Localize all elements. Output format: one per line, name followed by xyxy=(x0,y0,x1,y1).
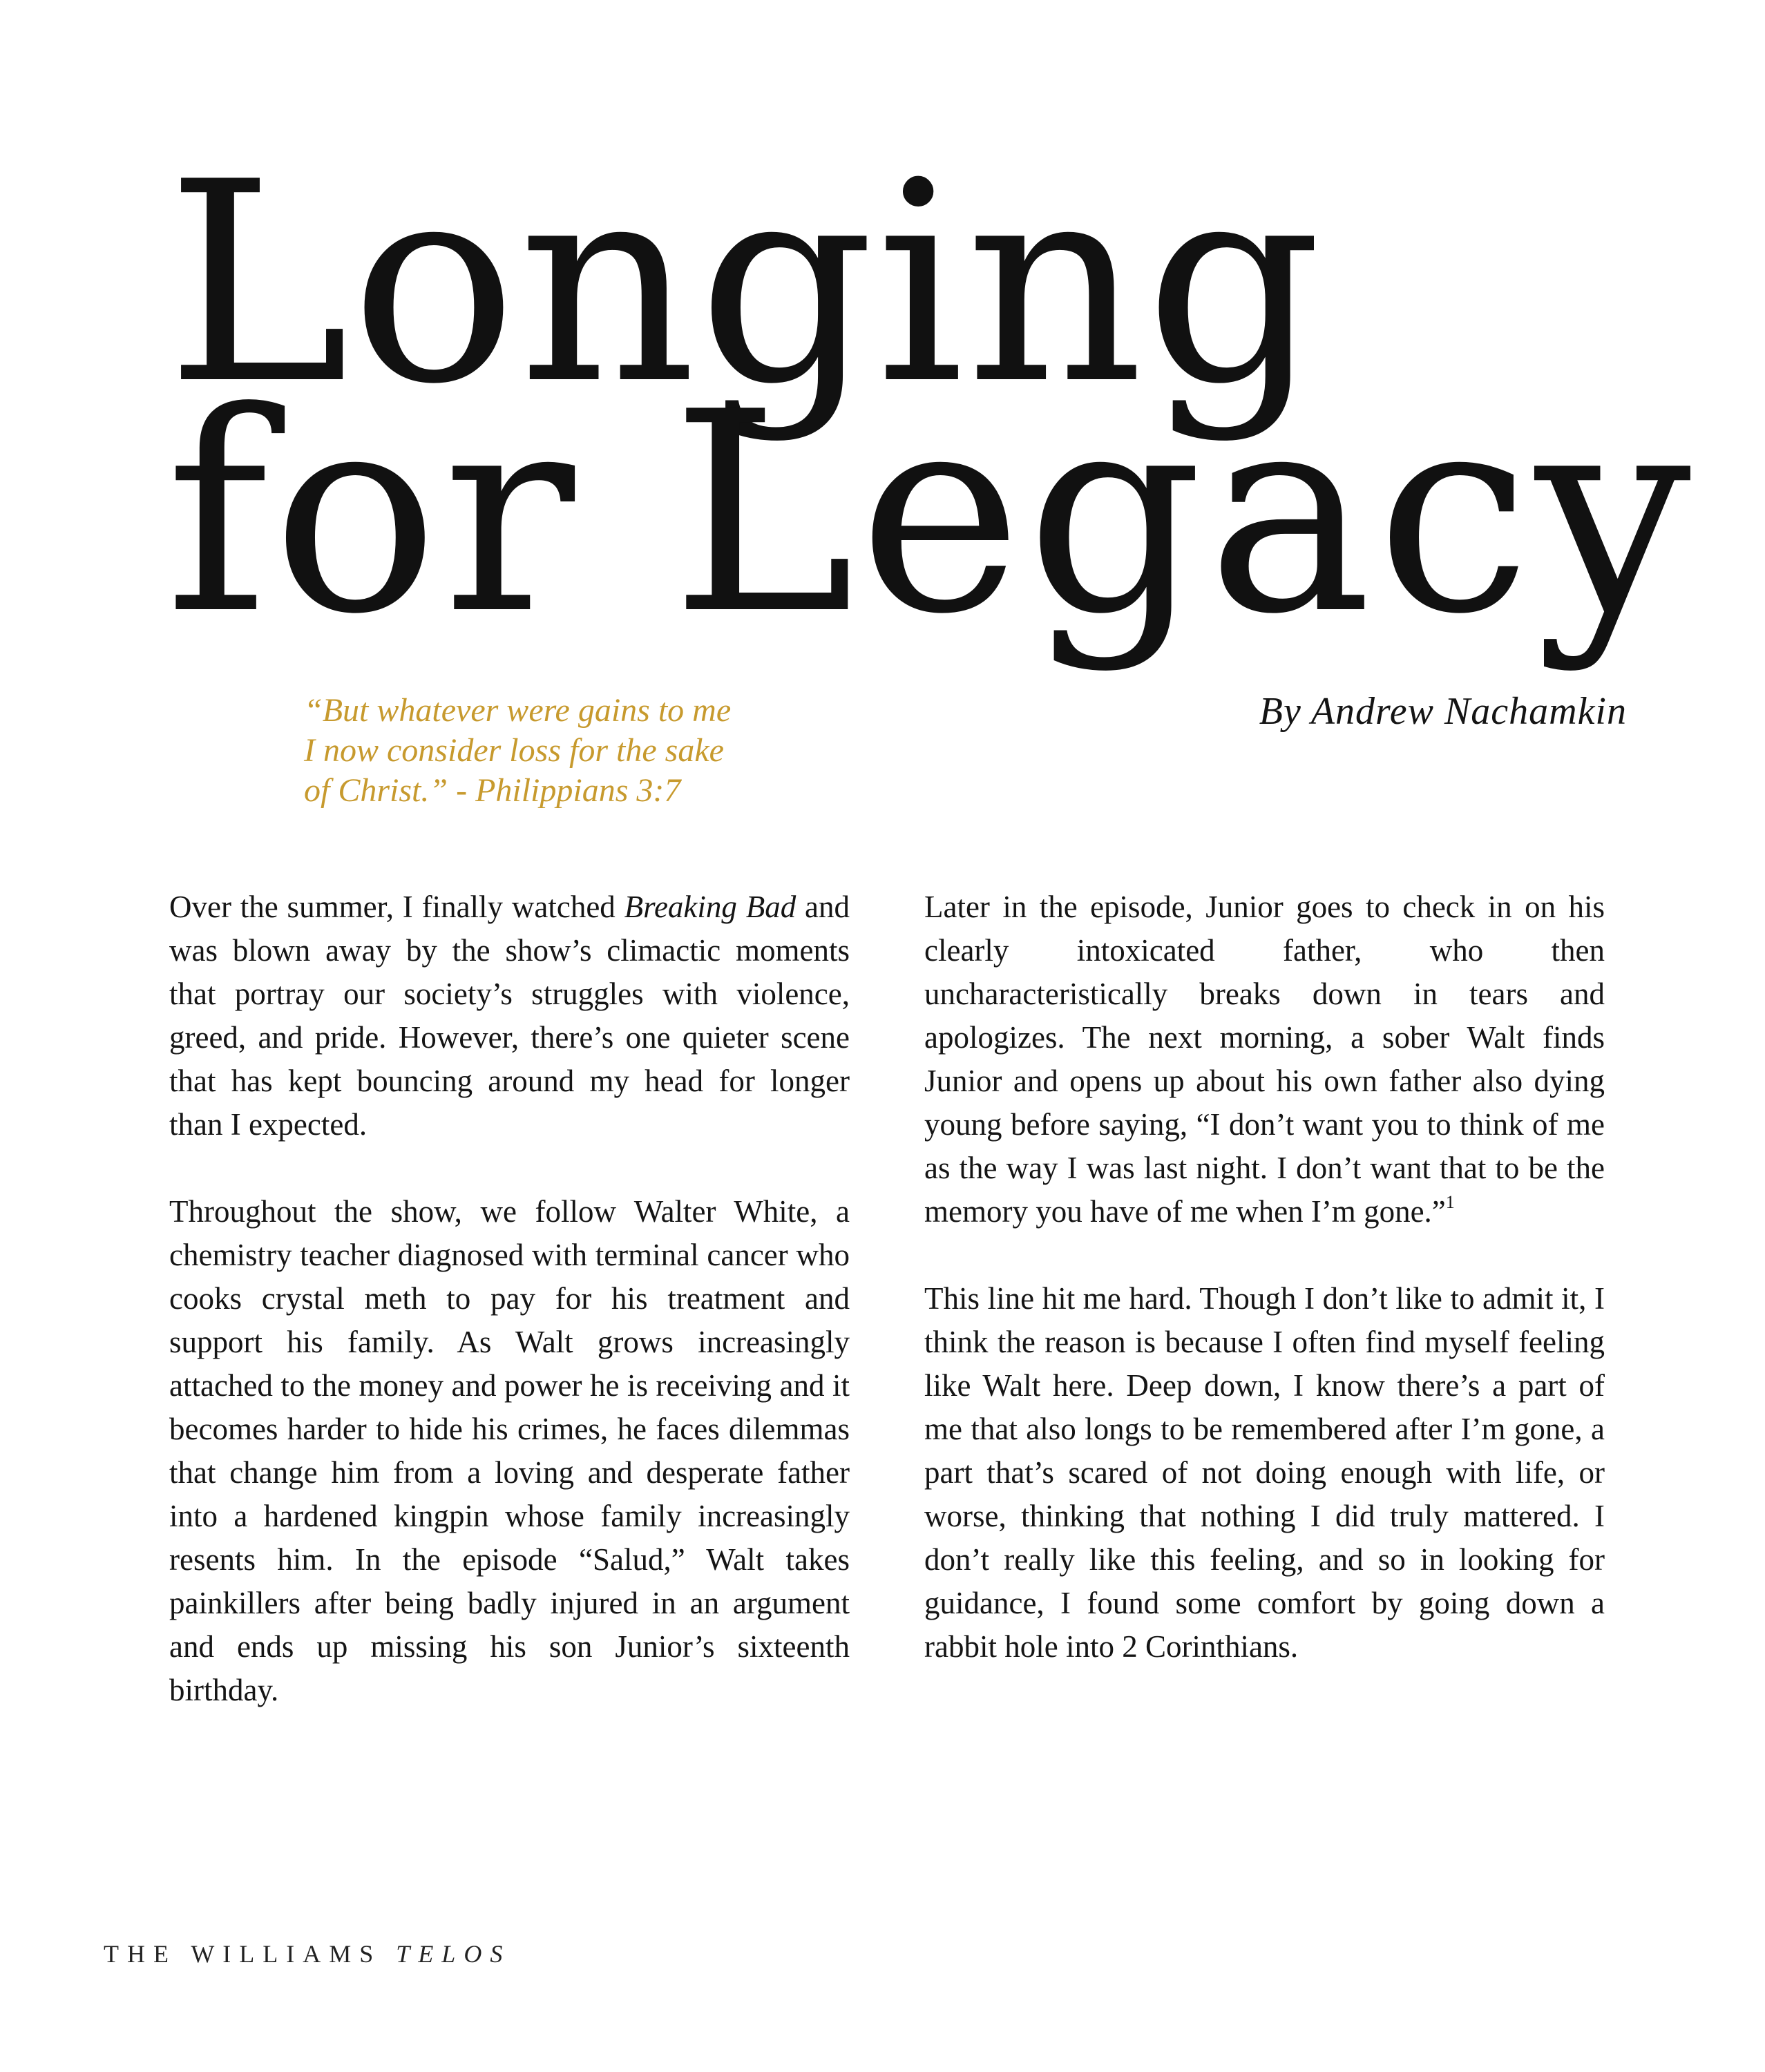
article-column-left xyxy=(169,885,850,1712)
paragraph-text: Later in the episode, Junior goes to check in on his clearly intoxicated father, who then uncharacteristically breaks down in tears and apologizes. The next morning, a sober Walt finds Junior and opens up about his own father also dying young before saying, “I don’t want you to think of me as the way I was last night. I don’t want that to be the memory you have of me when I’m gone.” xyxy=(924,890,1605,1229)
epigraph-line-3: of Christ.” - Philippians 3:7 xyxy=(304,772,681,809)
publication-name-italic: TELOS xyxy=(396,1940,511,1968)
paragraph xyxy=(924,885,1605,1234)
paragraph-text: and was blown away by the show’s climactic moments that portray our society’s struggles with violence, greed, and pride. However, there’s one quieter scene that has kept bouncing around my head for longer than I expected. xyxy=(169,890,850,1142)
paragraph: Throughout the show, we follow Walter White, a chemistry teacher diagnosed with terminal cancer who cooks crystal meth to pay for his treatment and support his family. As Walt grows increasingly attached to the money and power he is receiving and it becomes harder to hide his crimes, he faces dilemmas that change him from a loving and desperate father into a hardened kingpin whose family increasingly resents him. In the episode “Salud,” Walt takes painkillers after being badly injured in an argument and ends up missing his son Junior’s sixteenth birthday. xyxy=(169,1194,850,1707)
paragraph-text: Over the summer, I finally watched xyxy=(169,890,624,924)
epigraph-quote xyxy=(304,691,801,811)
footnote-marker[interactable]: 1 xyxy=(1445,1192,1455,1212)
publication-footer xyxy=(104,1939,511,1968)
epigraph-line-2: I now consider loss for the sake xyxy=(304,732,724,769)
paragraph xyxy=(169,885,850,1147)
show-title: Breaking Bad xyxy=(624,890,796,924)
author-byline: By Andrew Nachamkin xyxy=(1259,690,1627,733)
epigraph-line-1: “But whatever were gains to me xyxy=(304,692,732,729)
article-title-line-2: for Legacy xyxy=(166,354,1696,675)
article-title-line-1: Longing xyxy=(166,124,1324,445)
paragraph: This line hit me hard. Though I don’t like to admit it, I think the reason is because I often find myself feeling like Walt here. Deep down, I know there’s a part of me that also longs to be remembered after I’m gone, a part that’s scared of not doing enough with life, or worse, thinking that nothing I did truly mattered. I don’t really like this feeling, and so in looking for guidance, I found some comfort by going down a rabbit hole into 2 Corinthians. xyxy=(924,1281,1605,1664)
publication-name: THE WILLIAMS xyxy=(104,1940,382,1968)
article-column-right xyxy=(924,885,1605,1669)
